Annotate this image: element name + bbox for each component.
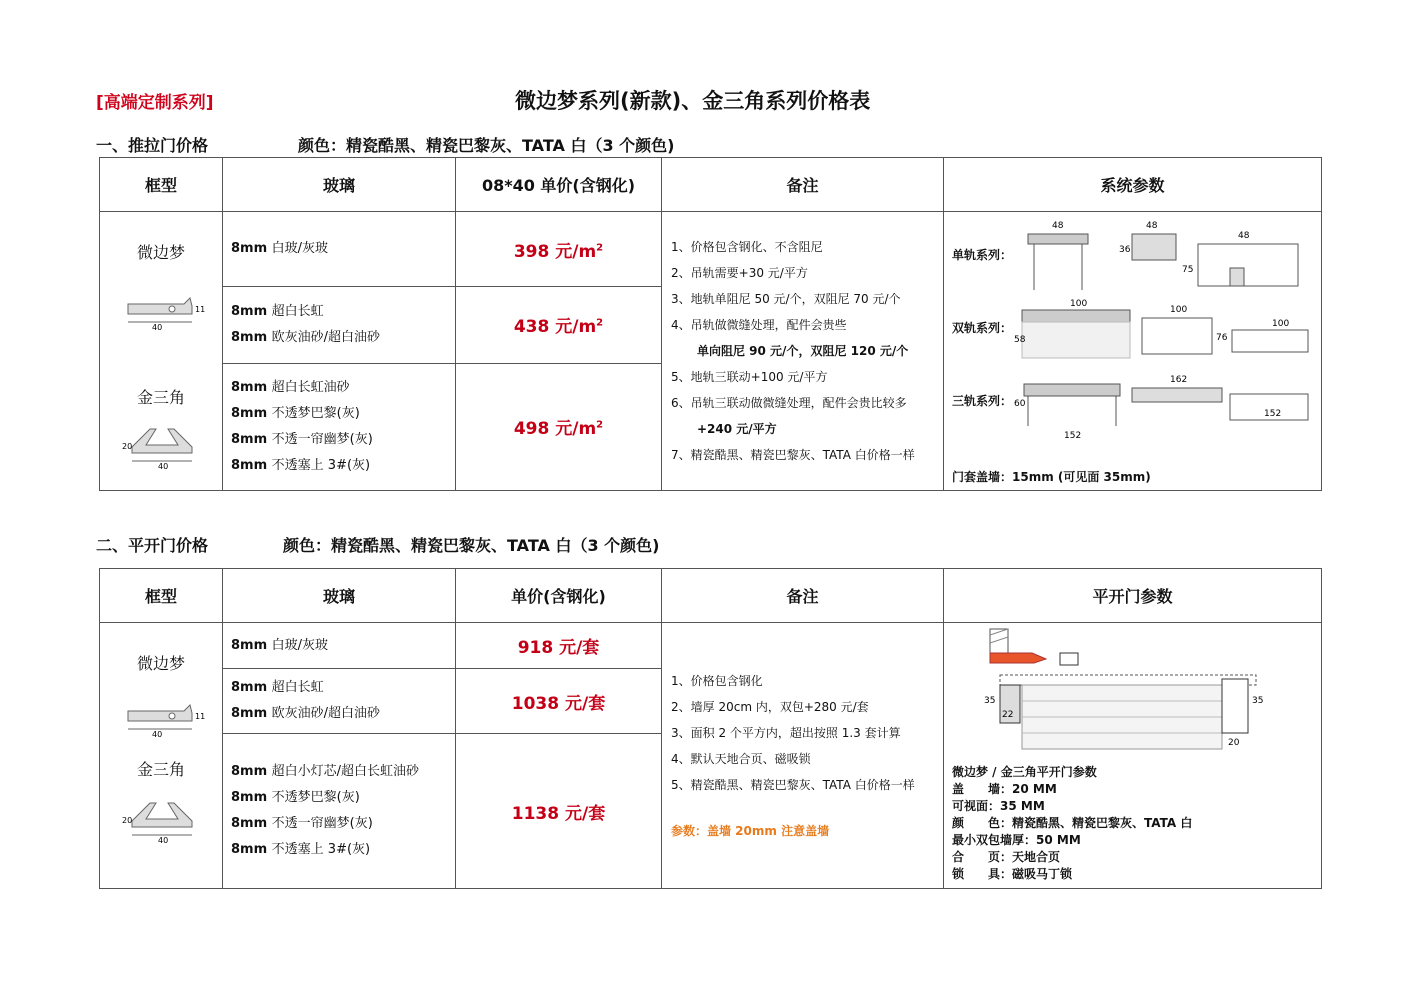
svg-text:76: 76 (1216, 333, 1228, 343)
frame-name-jinsanjiao: 金三角 (136, 760, 185, 779)
col-header-notes: 备注 (662, 158, 944, 212)
col-header-glass: 玻璃 (223, 569, 456, 623)
price-cell: 918 元/套 (456, 623, 662, 669)
svg-text:40: 40 (152, 323, 163, 332)
svg-text:40: 40 (158, 462, 169, 471)
section-heading-swing: 二、平开门价格 (96, 536, 209, 555)
price-cell: 498 元$/m^2$ (456, 363, 662, 490)
svg-text:40: 40 (152, 730, 163, 739)
notes-cell: 1、价格包含钢化 2、墙厚 20cm 内，双包+280 元/套 3、面积 2 个平方内，超出按照 1.3 套计算 4、默认天地合页、磁吸锁 5、精瓷酷黑、精瓷巴黎灰、TATA 白价格一样 参数：盖墙 20mm 注意盖墙 (662, 623, 944, 889)
page-title: 微边梦系列(新款)、金三角系列价格表 (515, 89, 871, 113)
svg-text:48: 48 (1146, 221, 1158, 231)
svg-text:20: 20 (122, 816, 133, 825)
col-header-params: 平开门参数 (944, 569, 1322, 623)
section-colors-sliding: 颜色：精瓷酷黑、精瓷巴黎灰、TATA 白（3 个颜色) (298, 136, 675, 155)
col-header-glass: 玻璃 (223, 158, 456, 212)
double-rail-profile-diagram (1014, 294, 1314, 364)
svg-text:60: 60 (1014, 399, 1026, 409)
price-cell: 438 元$/m^2$ (456, 287, 662, 363)
jinsanjiao-profile-diagram (120, 417, 200, 471)
svg-text:48: 48 (1052, 221, 1064, 231)
notes-cell: 1、价格包含钢化、不含阻尼 2、吊轨需要+30 元/平方 3、地轨单阻尼 50 元/个，双阻尼 70 元/个 4、吊轨做微缝处理，配件会贵些 单向阻尼 90 元/个，双阻尼 120 元/个 5、地轨三联动+100 元/平方 6、吊轨三联动做微缝处理，配件会贵比较多 +240 元/平方 7、精瓷酷黑、精瓷巴黎灰、TATA 白价格一样 (662, 212, 944, 491)
svg-text:100: 100 (1070, 299, 1088, 309)
svg-text:58: 58 (1014, 335, 1026, 345)
col-header-price: 单价(含钢化) (456, 569, 662, 623)
swing-door-diagram (966, 627, 1266, 749)
svg-text:100: 100 (1170, 305, 1188, 315)
svg-text:162: 162 (1170, 375, 1188, 385)
swing-params-cell (944, 623, 1322, 889)
single-rail-profile-diagram (1014, 216, 1314, 294)
svg-text:22: 22 (1002, 710, 1014, 720)
svg-text:48: 48 (1238, 231, 1250, 241)
triple-rail-profile-diagram (1014, 370, 1314, 440)
svg-text:152: 152 (1064, 431, 1082, 441)
glass-cell: 8mm 超白长虹 8mm 欧灰油砂/超白油砂 (223, 669, 456, 734)
series-tag: [高端定制系列] (96, 93, 214, 113)
price-cell: 1038 元/套 (456, 669, 662, 734)
col-header-price: 08*40 单价(含钢化) (456, 158, 662, 212)
col-header-frame: 框型 (100, 158, 223, 212)
frame-cell (100, 623, 223, 889)
col-header-notes: 备注 (662, 569, 944, 623)
section-heading-sliding: 一、推拉门价格 (96, 136, 209, 155)
glass-cell: 8mm 白玻/灰玻 (223, 623, 456, 669)
svg-text:20: 20 (122, 442, 133, 451)
svg-text:36: 36 (1119, 245, 1131, 255)
swing-params-list: 微边梦 / 金三角平开门参数 盖 墙：20 MM 可视面：35 MM 颜 色：精瓷酷黑、精瓷巴黎灰、TATA 白 最小双包墙厚：50 MM 合 页：天地合页 锁 具：磁吸马丁锁 (952, 765, 1193, 881)
param-triple-label: 三轨系列： (952, 394, 1013, 408)
param-single-label: 单轨系列： (952, 248, 1013, 262)
glass-cell: 8mm 超白小灯芯/超白长虹油砂 8mm 不透梦巴黎(灰) 8mm 不透一帘幽梦(灰) 8mm 不透塞上 3#(灰) (223, 734, 456, 889)
svg-text:40: 40 (158, 836, 169, 845)
param-cover-label: 门套盖墙：15mm (可见面 35mm) (952, 470, 1151, 484)
svg-text:11: 11 (195, 712, 206, 721)
svg-text:152: 152 (1264, 409, 1282, 419)
glass-cell: 8mm 超白长虹 8mm 欧灰油砂/超白油砂 (223, 287, 456, 363)
weibianmeng-profile-diagram (122, 292, 206, 332)
sliding-price-table (99, 157, 1322, 491)
svg-text:100: 100 (1272, 319, 1290, 329)
param-double-label: 双轨系列： (952, 321, 1013, 335)
svg-text:35: 35 (984, 696, 996, 706)
frame-name-weibianmeng: 微边梦 (136, 654, 185, 673)
system-params-cell (944, 212, 1322, 491)
swing-price-table (99, 568, 1322, 889)
price-cell: 1138 元/套 (456, 734, 662, 889)
weibianmeng-profile-diagram (122, 699, 206, 739)
svg-text:11: 11 (195, 305, 206, 314)
glass-cell: 8mm 超白长虹油砂 8mm 不透梦巴黎(灰) 8mm 不透一帘幽梦(灰) 8mm 不透塞上 3#(灰) (223, 363, 456, 490)
frame-name-jinsanjiao: 金三角 (136, 388, 185, 407)
frame-name-weibianmeng: 微边梦 (136, 243, 185, 262)
note-orange: 参数：盖墙 20mm 注意盖墙 (671, 823, 830, 838)
svg-text:20: 20 (1228, 738, 1240, 748)
glass-cell: 8mm 白玻/灰玻 (223, 212, 456, 287)
price-cell: 398 元$/m^2$ (456, 212, 662, 287)
col-header-params: 系统参数 (944, 158, 1322, 212)
svg-text:35: 35 (1252, 696, 1264, 706)
section-colors-swing: 颜色：精瓷酷黑、精瓷巴黎灰、TATA 白（3 个颜色) (283, 536, 660, 555)
col-header-frame: 框型 (100, 569, 223, 623)
frame-cell (100, 212, 223, 491)
jinsanjiao-profile-diagram (120, 791, 200, 845)
svg-text:75: 75 (1182, 265, 1194, 275)
